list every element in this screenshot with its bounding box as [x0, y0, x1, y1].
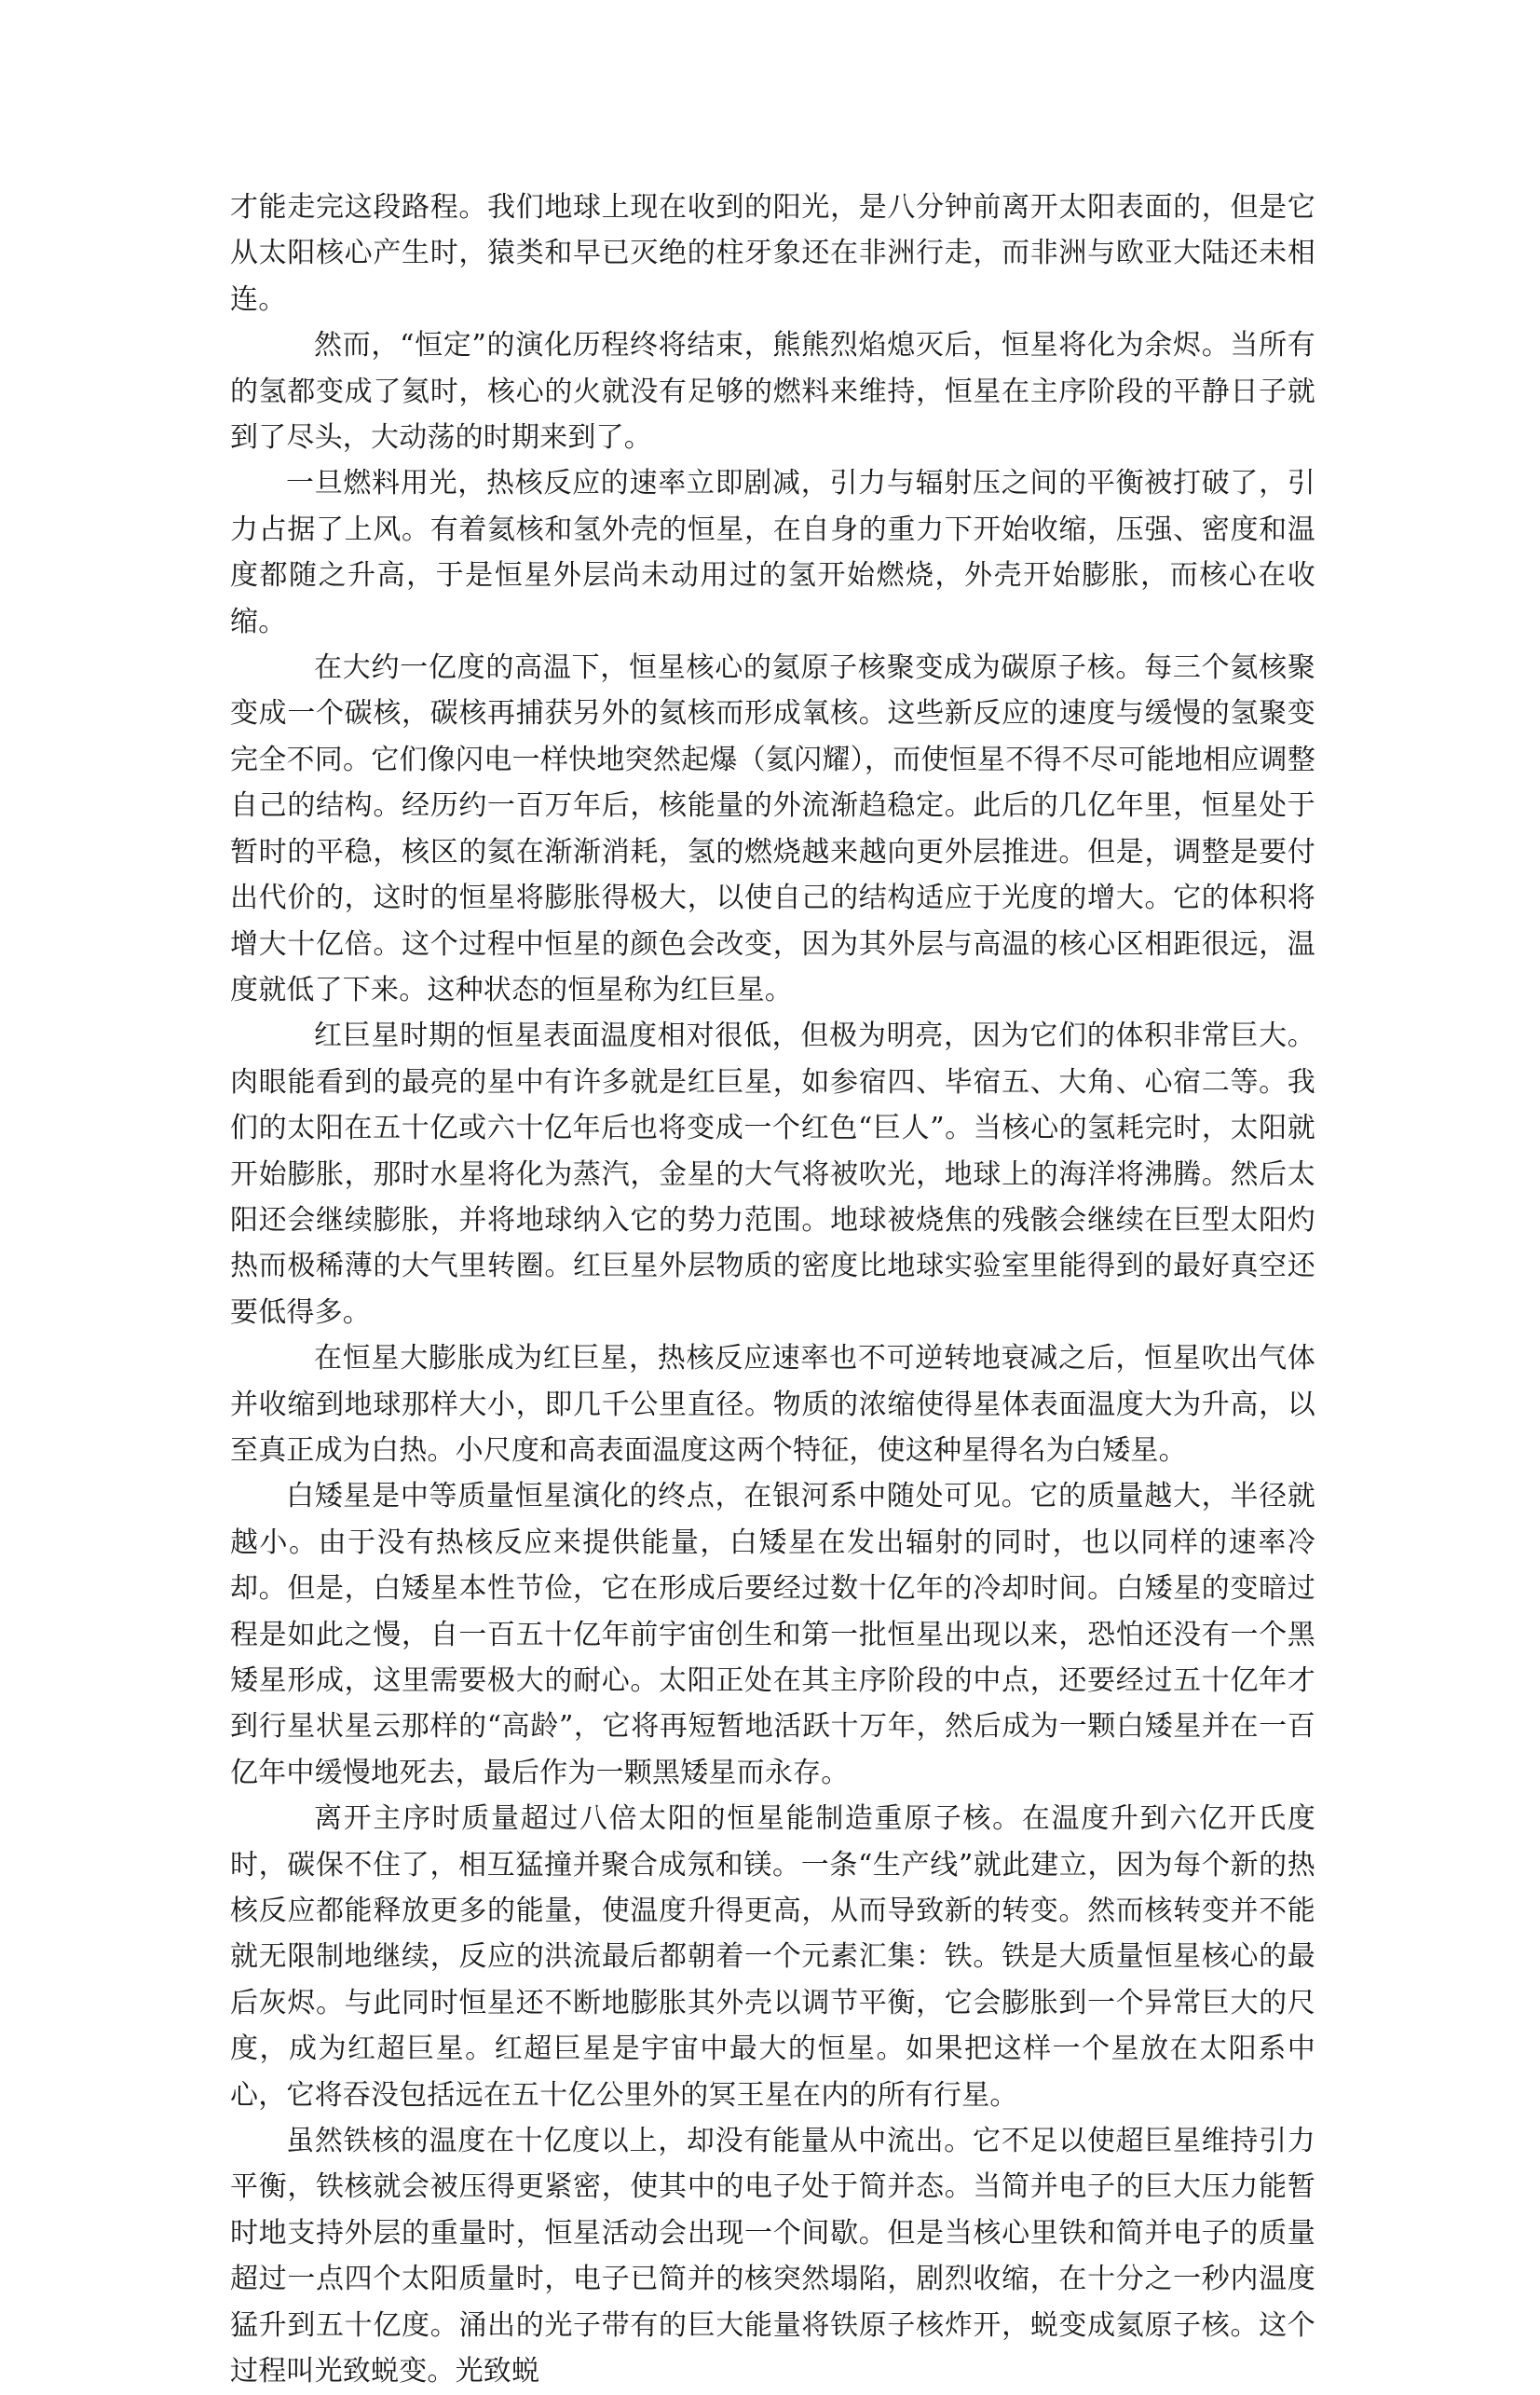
- paragraph-7: 白矮星是中等质量恒星演化的终点，在银河系中随处可见。它的质量越大，半径就越小。由于没有热核反应来提供能量，白矮星在发出辐射的同时，也以同样的速率冷却。但是，白矮星本性节俭，它在形成后要经过数十亿年的冷却时间。白矮星的变暗过程是如此之慢，自一百五十亿年前宇宙创生和第一批恒星出现以来，恐怕还没有一个黑矮星形成，这里需要极大的耐心。太阳正处在其主序阶段的中点，还要经过五十亿年才到行星状星云那样的“高龄”，它将再短暂地活跃十万年，然后成为一颗白矮星并在一百亿年中缓慢地死去，最后作为一颗黑矮星而永存。: [230, 1480, 1315, 1789]
- paragraph-4: 在大约一亿度的高温下，恒星核心的氦原子核聚变成为碳原子核。每三个氦核聚变成一个碳核，碳核再捕获另外的氦核而形成氧核。这些新反应的速度与缓慢的氢聚变完全不同。它们像闪电一样快地突然起爆（氦闪耀），而使恒星不得不尽可能地相应调整自己的结构。经历约一百万年后，核能量的外流渐趋稳定。此后的几亿年里，恒星处于暂时的平稳，核区的氦在渐渐消耗，氢的燃烧越来越向更外层推进。但是，调整是要付出代价的，这时的恒星将膨胀得极大，以使自己的结构适应于光度的增大。它的体积将增大十亿倍。这个过程中恒星的颜色会改变，因为其外层与高温的核心区相距很远，温度就低了下来。这种状态的恒星称为红巨星。: [230, 651, 1315, 1006]
- paragraph-2: 然而，“恒定”的演化历程终将结束，熊熊烈焰熄灭后，恒星将化为余烬。当所有的氢都变成了氦时，核心的火就没有足够的燃料来维持，恒星在主序阶段的平静日子就到了尽头，大动荡的时期来到了。: [230, 329, 1315, 455]
- paragraph-9: 虽然铁核的温度在十亿度以上，却没有能量从中流出。它不足以使超巨星维持引力平衡，铁核就会被压得更紧密，使其中的电子处于简并态。当简并电子的巨大压力能暂时地支持外层的重量时，恒星活动会出现一个间歇。但是当核心里铁和简并电子的质量超过一点四个太阳质量时，电子已简并的核突然塌陷，剧烈收缩，在十分之一秒内温度猛升到五十亿度。涌出的光子带有的巨大能量将铁原子核炸开，蜕变成氦原子核。这个过程叫光致蜕变。光致蜕: [230, 2125, 1315, 2388]
- document-body: [230, 185, 1315, 2395]
- paragraph-5: 红巨星时期的恒星表面温度相对很低，但极为明亮，因为它们的体积非常巨大。肉眼能看到的最亮的星中有许多就是红巨星，如参宿四、毕宿五、大角、心宿二等。我们的太阳在五十亿或六十亿年后也将变成一个红色“巨人”。当核心的氢耗完时，太阳就开始膨胀，那时水星将化为蒸汽，金星的大气将被吹光，地球上的海洋将沸腾。然后太阳还会继续膨胀，并将地球纳入它的势力范围。地球被烧焦的残骸会继续在巨型太阳灼热而极稀薄的大气里转圈。红巨星外层物质的密度比地球实验室里能得到的最好真空还要低得多。: [230, 1020, 1315, 1329]
- paragraph-6: 在恒星大膨胀成为红巨星，热核反应速率也不可逆转地衰减之后，恒星吹出气体并收缩到地球那样大小，即几千公里直径。物质的浓缩使得星体表面温度大为升高，以至真正成为白热。小尺度和高表面温度这两个特征，使这种星得名为白矮星。: [230, 1342, 1315, 1467]
- paragraph-3: 一旦燃料用光，热核反应的速率立即剧减，引力与辐射压之间的平衡被打破了，引力占据了上风。有着氦核和氢外壳的恒星，在自身的重力下开始收缩，压强、密度和温度都随之升高，于是恒星外层尚未动用过的氢开始燃烧，外壳开始膨胀，而核心在收缩。: [230, 467, 1315, 638]
- paragraph-8: 离开主序时质量超过八倍太阳的恒星能制造重原子核。在温度升到六亿开氏度时，碳保不住了，相互猛撞并聚合成氖和镁。一条“生产线”就此建立，因为每个新的热核反应都能释放更多的能量，使温度升得更高，从而导致新的转变。然而核转变并不能就无限制地继续，反应的洪流最后都朝着一个元素汇集：铁。铁是大质量恒星核心的最后灰烬。与此同时恒星还不断地膨胀其外壳以调节平衡，它会膨胀到一个异常巨大的尺度，成为红超巨星。红超巨星是宇宙中最大的恒星。如果把这样一个星放在太阳系中心，它将吞没包括远在五十亿公里外的冥王星在内的所有行星。: [230, 1802, 1315, 2112]
- paragraph-1: 才能走完这段路程。我们地球上现在收到的阳光，是八分钟前离开太阳表面的，但是它从太阳核心产生时，猿类和早已灭绝的柱牙象还在非洲行走，而非洲与欧亚大陆还未相连。: [230, 191, 1315, 316]
